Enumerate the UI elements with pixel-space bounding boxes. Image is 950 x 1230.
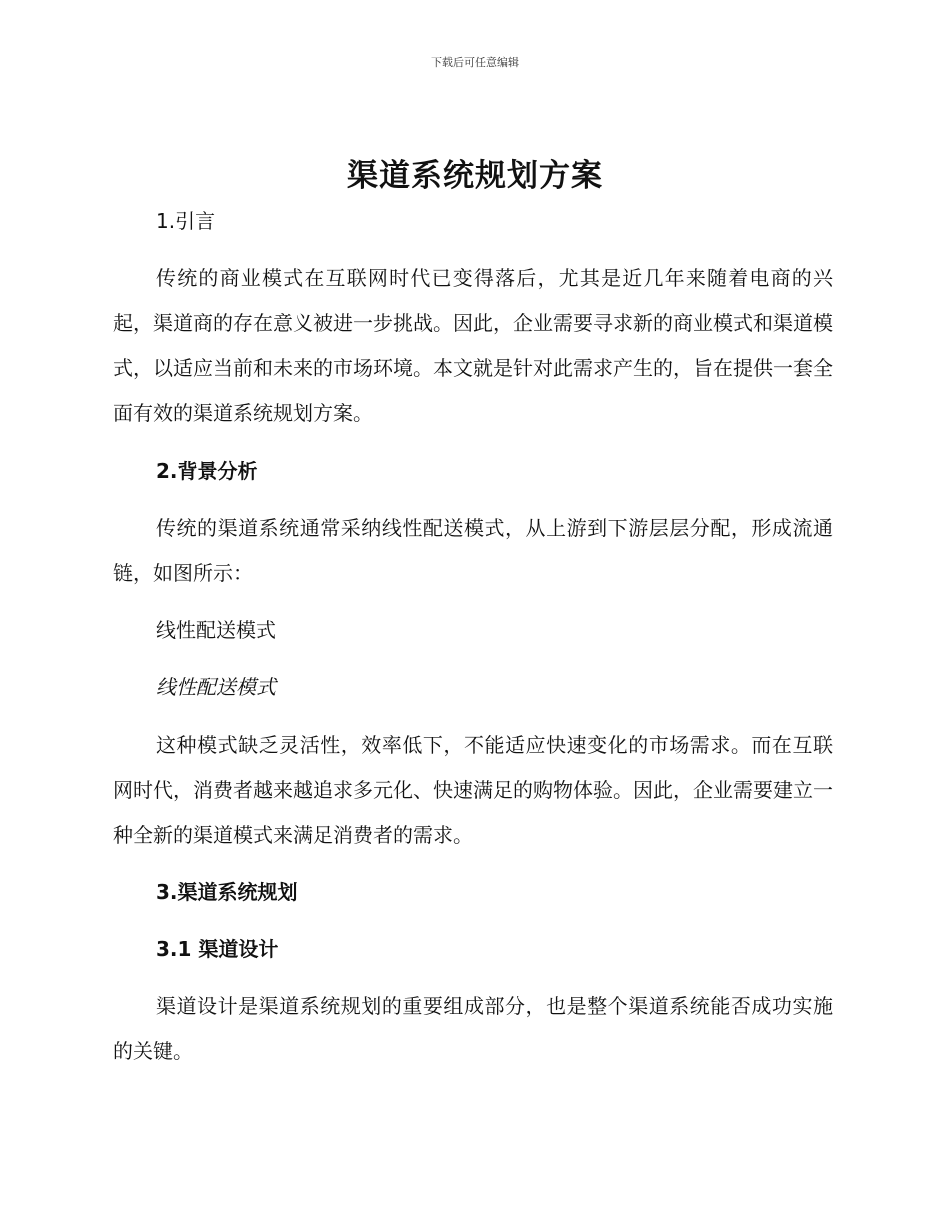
channel-design-paragraph: 渠道设计是渠道系统规划的重要组成部分，也是整个渠道系统能否成功实施的关键。 — [113, 994, 833, 1063]
figure-placeholder-label: 线性配送模式 — [156, 618, 276, 642]
subsection-heading-channel-design: 3.1 渠道设计 — [156, 937, 279, 961]
document-title: 渠道系统规划方案 — [347, 158, 603, 194]
intro-paragraph: 传统的商业模式在互联网时代已变得落后，尤其是近几年来随着电商的兴起，渠道商的存在意义被进一步挑战。因此，企业需要寻求新的商业模式和渠道模式，以适应当前和未来的市场环境。本文就是针对此需求产生的，旨在提供一套全面有效的渠道系统规划方案。 — [113, 266, 833, 425]
section-heading-planning: 3.渠道系统规划 — [156, 880, 298, 904]
background-paragraph-2: 这种模式缺乏灵活性，效率低下，不能适应快速变化的市场需求。而在互联网时代，消费者越来越追求多元化、快速满足的购物体验。因此，企业需要建立一种全新的渠道模式来满足消费者的需求。 — [113, 733, 833, 847]
background-paragraph-1: 传统的渠道系统通常采纳线性配送模式，从上游到下游层层分配，形成流通链，如图所示： — [113, 516, 833, 585]
figure-caption: 线性配送模式 — [156, 675, 276, 699]
page-header: 下载后可任意编辑 — [431, 56, 519, 69]
section-heading-intro: 1.引言 — [156, 209, 216, 233]
section-heading-background: 2.背景分析 — [156, 459, 258, 483]
